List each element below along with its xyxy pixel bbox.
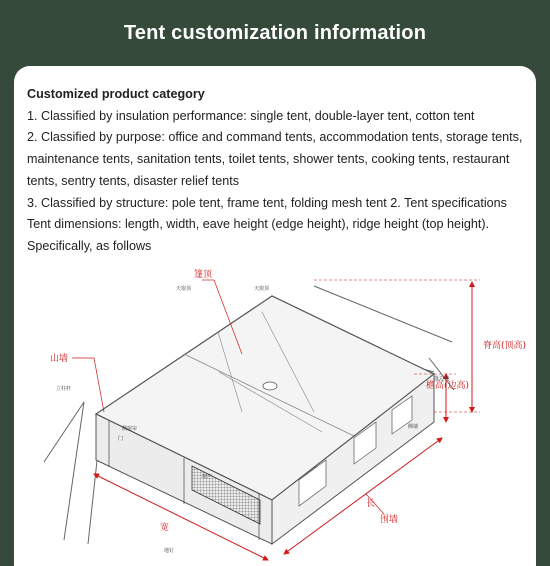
page-header xyxy=(0,0,550,66)
paragraph-purpose: 2. Classified by purpose: office and command tents, accommodation tents, storage tents, maintenance tents, sanitation tents, toilet tents, shower tents, cooking tents, restaurant tents, sentry tents, disaster relief tents xyxy=(27,130,523,188)
label-side-window: 侧窗帘 xyxy=(122,426,138,432)
label-surround: 围墙 xyxy=(380,515,399,525)
label-ridge-height: 脊高(顶高) xyxy=(483,341,527,351)
label-vent-left: 天窗顶 xyxy=(176,286,192,292)
page-title: Tent customization information xyxy=(123,21,427,44)
label-vent-right: 天窗顶 xyxy=(254,286,270,292)
label-side-wall: 侧墙 xyxy=(408,424,419,430)
category-heading: Customized product category xyxy=(27,87,205,101)
paragraph-insulation: 1. Classified by insulation performance: single tent, double-layer tent, cotton tent xyxy=(27,108,475,123)
text-block xyxy=(27,84,527,258)
label-roof: 篷顶 xyxy=(194,270,213,280)
paragraph-structure: 3. Classified by structure: pole tent, frame tent, folding mesh tent 2. Tent specifications Tent dimensions: length, width, eave height (edge height), ridge height (top height). Specifically, as follows xyxy=(27,195,507,253)
label-eave-rope: 篷边绳 xyxy=(434,376,450,382)
label-gable: 山墙 xyxy=(50,354,69,364)
label-eave-height: 檐高(边高) xyxy=(426,381,470,391)
label-ground-nail: 地钉 xyxy=(164,548,175,554)
label-gable-pole: 立柱杆 xyxy=(56,386,72,392)
tent-diagram xyxy=(14,262,536,566)
label-width: 宽 xyxy=(160,523,170,533)
content-card xyxy=(14,66,536,566)
label-door-curtain: 窗户 xyxy=(202,474,213,480)
label-door: 门 xyxy=(118,436,124,442)
label-length: 长 xyxy=(366,499,376,509)
